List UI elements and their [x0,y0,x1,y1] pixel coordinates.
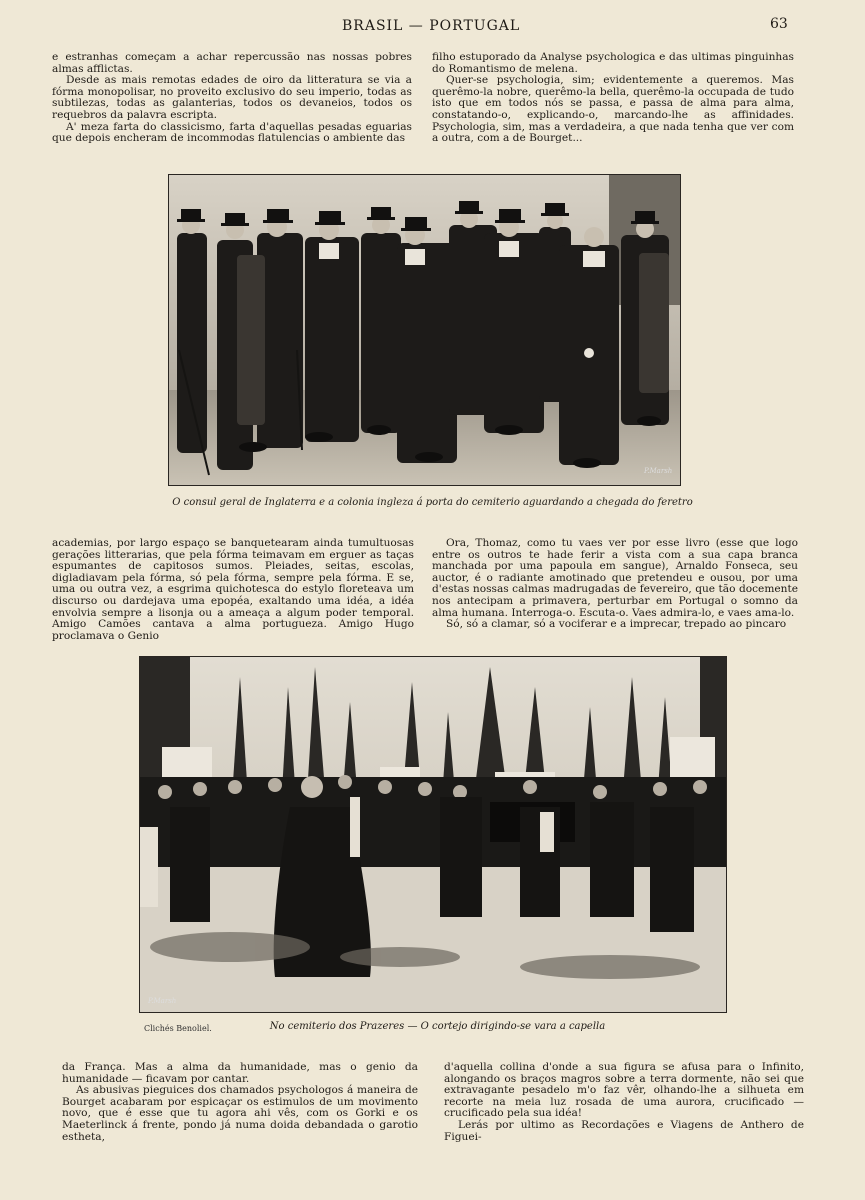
photo-credit: Clichés Benoliel. [144,1024,212,1033]
page-number: 63 [770,16,788,32]
running-title: BRASIL — PORTUGAL [342,18,521,34]
bottom-left-column [62,1062,418,1143]
paragraph: Quer-se psychologia, sim; evidentemente a queremos. Mas querêmo-la nobre, querêmo-la bella, querêmo-la occupada de tudo isto que em todos nós se passa, e passa de alma para alma, constatando-o, explicando-o, marcando-lhe as affinidades. Psychologia, sim, mas a verdadeira, a que nada tenha que ver com a outra, com a de Bourget... [432,74,794,145]
paragraph: filho estuporado da Analyse psychologica e das ultimas pinguinhas do Romantismo de melena. [432,51,794,75]
paragraph: Só, só a clamar, só a vociferar e a imprecar, trepado ao pincaro [446,618,787,631]
paragraph: Lerás por ultimo as Recordações e Viagens de Anthero de Figuei- [444,1118,804,1143]
photo-consul-colony [168,174,681,486]
paragraph: As abusivas pieguices dos chamados psychologos á maneira de Bourget acabaram por espicaçar os estimulos de um movimento novo, que é esse que tu agora ahi vês, com os Gorki e os Maeterlinck á frente, pondo já numa doida debandada o garotio estheta, [62,1084,418,1143]
photo1-caption: O consul geral de Inglaterra e a colonia ingleza á porta do cemiterio aguardando a chegada do feretro [172,497,693,508]
photo-signature: P.Marsh [148,997,177,1005]
paragraph: academias, por largo espaço se banquetearam ainda tumultuosas gerações litterarias, que pela fórma teimavam em erguer as taças espumantes de capitosos sumos. Pleiades, seitas, escolas, digladiavam pela fórma, só pela fórma, sempre pela fórma. E se, uma ou outra vez, a esgrima quichotesca do estylo floreteava um discurso ou dardejava uma epopéa, exaltando uma idéa, a idéa envolvia sempre a lisonja ou a ameaça a algum poder temporal. Amigo Camões cantava a alma portugueza. Amigo Hugo proclamava o Genio [52,537,414,642]
paragraph: da França. Mas a alma da humanidade, mas o genio da humanidade — ficavam por cantar. [62,1061,418,1085]
running-head [0,16,865,38]
middle-right-column [432,538,798,631]
paragraph: A' meza farta do classicismo, farta d'aquellas pesadas eguarias que depois encheram de incommodas flatulencias o ambiente das [52,120,412,145]
paragraph: d'aquella collina d'onde a sua figura se afusa para o Infinito, alongando os braços magros sobre a terra dormente, não sei que extravagante pesadelo m'o faz vêr, olhando-lhe a silhueta em recorte na meia luz rosada de uma aurora, crucificado — crucificado pela sua idéa! [444,1061,804,1120]
paragraph: e estranhas começam a achar repercussão nas nossas pobres almas afflictas. [52,51,412,75]
top-right-column [432,52,794,145]
photo2-caption: No cemiterio dos Prazeres — O cortejo dirigindo-se vara a capella [269,1021,606,1032]
paragraph: Ora, Thomaz, como tu vaes ver por esse livro (esse que logo entre os outros te hade ferir a vista com a sua capa branca manchada por uma papoula em sangue), Arnaldo Fonseca, seu auctor, é o radiante amotinado que pretendeu e ousou, por uma d'estas nossas calmas madrugadas de fevereiro, que tão docemente nos antecipam a primavera, perturbar em Portugal o somno da alma humana. Interroga-o. Escuta-o. Vaes admira-lo, e vaes ama-lo. [432,537,798,619]
paragraph: Desde as mais remotas edades de oiro da litteratura se via a fórma monopolisar, no proveito exclusivo do seu imperio, todas as subtilezas, todas as galanterias, todos os devaneios, todos os requebros da palavra escripta. [52,74,412,121]
photo-signature: P.Marsh [644,467,673,475]
middle-left-column [52,538,414,642]
bottom-right-column [444,1062,804,1143]
top-left-column [52,52,412,145]
photo-funeral-procession [139,656,727,1013]
